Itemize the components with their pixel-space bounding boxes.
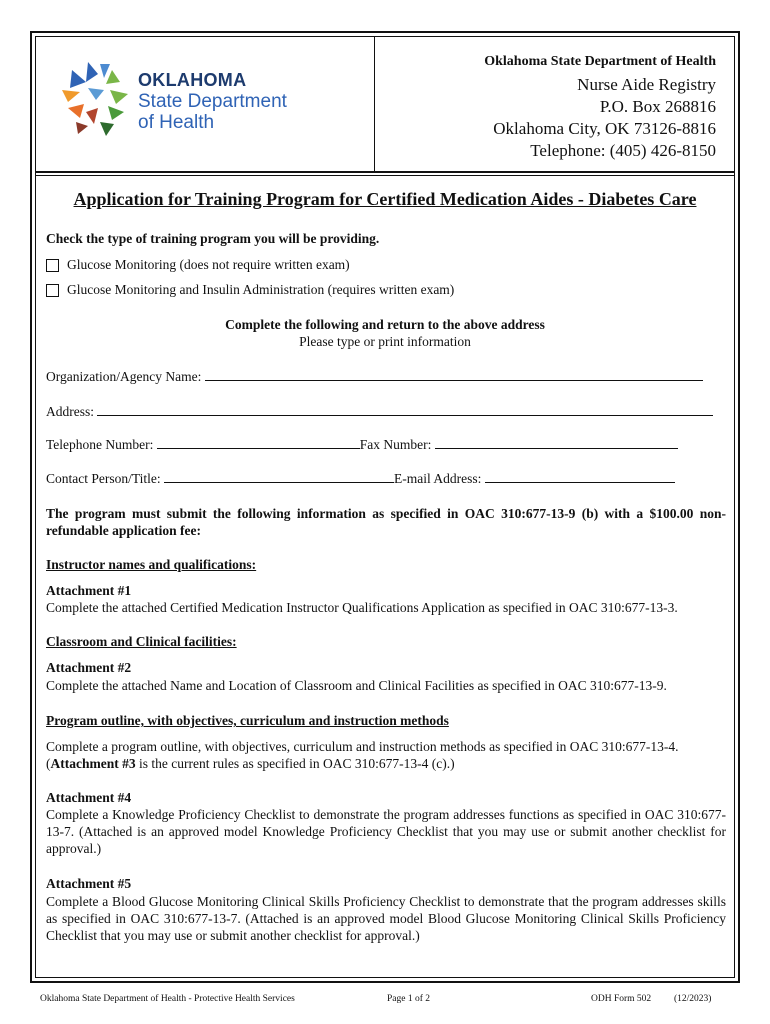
attachment-1-label: Attachment #1 xyxy=(46,583,132,598)
requirement-statement: The program must submit the following information as specified in OAC 310:677-13-9 (b) with a $100.00 non-refundable application fee: xyxy=(46,506,726,538)
city-state-zip: Oklahoma City, OK 73126-8816 xyxy=(493,119,716,138)
contact-field[interactable] xyxy=(46,470,675,487)
attachment-1-text: Complete the attached Certified Medication Instructor Qualifications Application as specified in OAC 310:677-13-3. xyxy=(46,600,678,615)
attachment-3-ref: Attachment #3 xyxy=(50,756,136,771)
email-input[interactable] xyxy=(485,470,675,483)
footer-revision-date: (12/2023) xyxy=(674,994,712,1004)
check-type-heading: Check the type of training program you will be providing. xyxy=(46,231,380,246)
telephone-label: Telephone Number: xyxy=(46,437,154,452)
address-label: Address: xyxy=(46,404,94,419)
program-text-2 xyxy=(46,755,726,772)
logo-line-of-health: of Health xyxy=(138,112,215,133)
attachment-5-label: Attachment #5 xyxy=(46,876,132,891)
program-heading: Program outline, with objectives, curriculum and instruction methods xyxy=(46,713,449,728)
instructors-heading: Instructor names and qualifications: xyxy=(46,557,257,572)
email-label: E-mail Address: xyxy=(394,471,482,486)
option-label: Glucose Monitoring (does not require written exam) xyxy=(67,257,350,272)
organization-label: Organization/Agency Name: xyxy=(46,369,202,384)
osdh-logo xyxy=(58,60,328,140)
contact-input[interactable] xyxy=(164,470,394,483)
telephone-input[interactable] xyxy=(157,436,360,449)
program-text-1: Complete a program outline, with objectives, curriculum and instruction methods as specified in OAC 310:677-13-4. xyxy=(46,739,679,754)
star-logo-icon xyxy=(58,60,134,140)
po-box: P.O. Box 268816 xyxy=(599,97,716,116)
mailing-address xyxy=(484,54,716,162)
fax-label: Fax Number: xyxy=(359,437,432,452)
checkbox[interactable] xyxy=(46,284,59,297)
header-divider xyxy=(35,175,735,176)
logo-line-state-department: State Department xyxy=(138,91,287,112)
instructions-line1: Complete the following and return to the above address xyxy=(225,317,545,332)
address-input[interactable] xyxy=(97,403,713,416)
registry-name: Nurse Aide Registry xyxy=(577,75,716,94)
classroom-heading: Classroom and Clinical facilities: xyxy=(46,634,237,649)
program-text-2-rest: is the current rules as specified in OAC 310:677-13-4 (c).) xyxy=(135,756,455,771)
logo-line-oklahoma: OKLAHOMA xyxy=(138,70,247,90)
program-text-2-open: ( xyxy=(46,756,51,771)
attachment-2-label: Attachment #2 xyxy=(46,660,132,675)
address-field[interactable] xyxy=(46,403,713,420)
attachment-5-text: Complete a Blood Glucose Monitoring Clinical Skills Proficiency Checklist to demonstrate that the program addresses skills as specified in OAC 310:677-13-7. (Attached is an approved model Blood Glucose Monitoring Clinical Skills Proficiency Checklist that you may use or submit another checklist for approval.) xyxy=(46,894,726,943)
contact-label: Contact Person/Title: xyxy=(46,471,161,486)
fax-input[interactable] xyxy=(435,436,678,449)
form-title: Application for Training Program for Certified Medication Aides - Diabetes Care xyxy=(73,189,697,209)
organization-input[interactable] xyxy=(205,368,703,381)
checkbox[interactable] xyxy=(46,259,59,272)
attachment-2-text: Complete the attached Name and Location of Classroom and Clinical Facilities as specified in OAC 310:677-13-9. xyxy=(46,678,667,693)
attachment-4-label: Attachment #4 xyxy=(46,790,132,805)
option-glucose-monitoring[interactable] xyxy=(46,257,350,273)
organization-field[interactable] xyxy=(46,368,703,385)
option-glucose-insulin[interactable] xyxy=(46,282,454,298)
logo-wordmark xyxy=(138,70,287,133)
footer-department: Oklahoma State Department of Health - Protective Health Services xyxy=(40,994,295,1004)
telephone-field[interactable] xyxy=(46,436,678,453)
attachment-4-text: Complete a Knowledge Proficiency Checklist to demonstrate the program addresses functions as specified in OAC 310:677-13-7. (Attached is an approved model Knowledge Proficiency Checklist that you may use or submit another checklist for approval.) xyxy=(46,807,726,856)
footer-form-number: ODH Form 502 xyxy=(591,994,652,1004)
option-label: Glucose Monitoring and Insulin Administration (requires written exam) xyxy=(67,282,455,297)
telephone: Telephone: (405) 426-8150 xyxy=(530,141,716,160)
footer-page-number: Page 1 of 2 xyxy=(387,994,431,1004)
department-name: Oklahoma State Department of Health xyxy=(484,54,716,69)
instructions-line2: Please type or print information xyxy=(299,334,471,349)
